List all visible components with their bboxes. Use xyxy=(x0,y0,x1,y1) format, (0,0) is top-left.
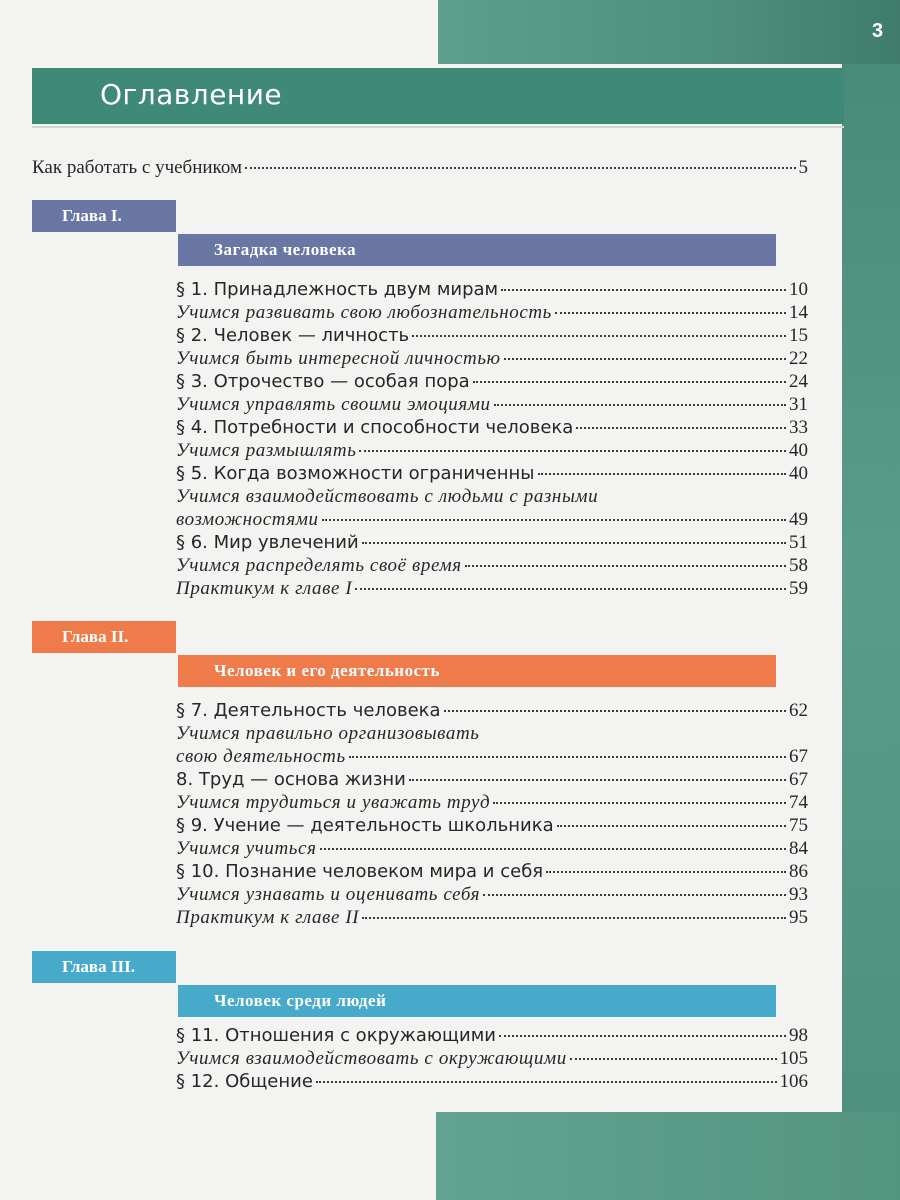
leader-dots xyxy=(359,450,786,452)
leader-dots xyxy=(504,358,786,360)
toc-entry-page: 67 xyxy=(789,769,808,790)
toc-entry-page: 31 xyxy=(789,394,808,415)
toc-row[interactable] xyxy=(176,1025,808,1047)
leader-dots xyxy=(316,1081,777,1083)
leader-dots xyxy=(349,756,786,758)
toc-entry-page: 105 xyxy=(779,1048,808,1069)
leader-dots xyxy=(320,848,786,850)
right-decor-bar xyxy=(842,64,900,1200)
leader-dots xyxy=(444,710,786,712)
toc-entry-text: § 5. Когда возможности ограниченны xyxy=(176,463,535,484)
title-banner xyxy=(32,68,844,124)
chapter-title: Человек среди людей xyxy=(178,985,776,1017)
toc-entry-text: свою деятельность xyxy=(176,746,346,767)
toc-row[interactable] xyxy=(176,815,808,837)
toc-row[interactable] xyxy=(176,861,808,883)
toc-row[interactable] xyxy=(176,746,808,768)
toc-row[interactable] xyxy=(176,440,808,462)
toc-entry-text: Учимся быть интересной личностью xyxy=(176,348,501,369)
toc-row[interactable] xyxy=(176,700,808,722)
toc-entry-page: 40 xyxy=(789,440,808,461)
leader-dots xyxy=(493,802,786,804)
toc-entry-text: возможностями xyxy=(176,509,319,530)
toc-entry-page: 59 xyxy=(789,578,808,599)
toc-row[interactable] xyxy=(176,907,808,929)
leader-dots xyxy=(483,894,786,896)
toc-entry-page: 15 xyxy=(789,325,808,346)
toc-entry-text: Учимся развивать свою любознательность xyxy=(176,302,552,323)
toc-entry-text: § 9. Учение — деятельность школьника xyxy=(176,815,554,836)
toc-entry-page: 62 xyxy=(789,700,808,721)
leader-dots xyxy=(362,542,786,544)
toc-entry-page: 24 xyxy=(789,371,808,392)
leader-dots xyxy=(546,871,786,873)
bottom-decor-bar xyxy=(436,1112,900,1200)
leader-dots xyxy=(409,779,786,781)
toc-entry-page: 95 xyxy=(789,907,808,928)
toc-entry-text: § 7. Деятельность человека xyxy=(176,700,441,721)
toc-entry-text: Как работать с учебником xyxy=(32,157,242,178)
toc-row[interactable] xyxy=(176,417,808,439)
toc-entry-text: Учимся учиться xyxy=(176,838,317,859)
toc-row[interactable] xyxy=(176,348,808,370)
toc-row[interactable] xyxy=(176,578,808,600)
toc-entry-page: 74 xyxy=(789,792,808,813)
toc-entry-text: § 2. Человек — личность xyxy=(176,325,410,346)
toc-entry-page: 106 xyxy=(779,1071,808,1092)
toc-entry-page: 14 xyxy=(789,302,808,323)
leader-dots xyxy=(412,335,786,337)
toc-entry-text: Учимся взаимодействовать с окружающими xyxy=(176,1048,567,1069)
chapter-label: Глава III. xyxy=(32,951,176,983)
toc-row[interactable] xyxy=(176,325,808,347)
toc-entry-text: Практикум к главе II xyxy=(176,907,360,928)
toc-entry-text: Учимся управлять своими эмоциями xyxy=(176,394,491,415)
leader-dots xyxy=(499,1035,786,1037)
leader-dots xyxy=(557,825,786,827)
toc-entry-page: 58 xyxy=(789,555,808,576)
toc-entry-page: 33 xyxy=(789,417,808,438)
toc-entry-page: 67 xyxy=(789,746,808,767)
toc-entry-text: § 4. Потребности и способности человека xyxy=(176,417,574,438)
toc-row[interactable] xyxy=(176,371,808,393)
chapter-title: Человек и его деятельность xyxy=(178,655,776,687)
leader-dots xyxy=(362,917,786,919)
toc-entry-page: 5 xyxy=(798,157,808,178)
chapter-label: Глава II. xyxy=(32,621,176,653)
page-title: Оглавление xyxy=(100,78,283,111)
toc-entry-page: 10 xyxy=(789,279,808,300)
toc-entry-page: 51 xyxy=(789,532,808,553)
toc-intro-row[interactable] xyxy=(32,157,808,179)
top-decor-bar xyxy=(438,0,900,64)
toc-entry-page: 98 xyxy=(789,1025,808,1046)
toc-entry-page: 86 xyxy=(789,861,808,882)
toc-entry-text: § 10. Познание человеком мира и себя xyxy=(176,861,544,882)
toc-entry-text: Учимся распределять своё время xyxy=(176,555,462,576)
leader-dots xyxy=(501,289,786,291)
toc-row[interactable] xyxy=(176,1071,808,1093)
toc-entry-text: Учимся узнавать и оценивать себя xyxy=(176,884,481,905)
toc-entry-text: § 12. Общение xyxy=(176,1071,313,1092)
toc-entry-page: 75 xyxy=(789,815,808,836)
toc-row[interactable] xyxy=(176,884,808,906)
leader-dots xyxy=(576,427,786,429)
toc-entry-text: § 1. Принадлежность двум мирам xyxy=(176,279,499,300)
leader-dots xyxy=(465,565,786,567)
toc-entry-text: Учимся размышлять xyxy=(176,440,357,461)
toc-entry-text: Учимся правильно организовывать xyxy=(176,723,480,744)
toc-entry-page: 40 xyxy=(789,463,808,484)
toc-entry-text: Учимся взаимодействовать с людьми с разными xyxy=(176,486,599,507)
leader-dots xyxy=(494,404,786,406)
leader-dots xyxy=(245,167,796,169)
toc-row[interactable] xyxy=(176,1048,808,1070)
leader-dots xyxy=(322,519,786,521)
toc-row[interactable] xyxy=(176,838,808,860)
toc-entry-page: 84 xyxy=(789,838,808,859)
page-number: 3 xyxy=(872,20,884,42)
chapter-title: Загадка человека xyxy=(178,234,776,266)
toc-row[interactable] xyxy=(176,463,808,485)
leader-dots xyxy=(538,473,787,475)
toc-row[interactable] xyxy=(176,769,808,791)
leader-dots xyxy=(570,1058,777,1060)
leader-dots xyxy=(473,381,786,383)
toc-row[interactable] xyxy=(176,532,808,554)
chapter-label: Глава I. xyxy=(32,200,176,232)
toc-entry-text: § 3. Отрочество — особая пора xyxy=(176,371,470,392)
toc-entry-page: 93 xyxy=(789,884,808,905)
toc-entry-page: 22 xyxy=(789,348,808,369)
toc-entry-text: § 6. Мир увлечений xyxy=(176,532,359,553)
toc-row[interactable] xyxy=(176,555,808,577)
toc-row[interactable] xyxy=(176,792,808,814)
toc-entry-text: Учимся трудиться и уважать труд xyxy=(176,792,491,813)
leader-dots xyxy=(355,588,786,590)
toc-entry-page: 49 xyxy=(789,509,808,530)
toc-row[interactable] xyxy=(176,509,808,531)
toc-entry-text: 8. Труд — основа жизни xyxy=(176,769,406,790)
leader-dots xyxy=(555,312,786,314)
toc-row[interactable] xyxy=(176,394,808,416)
toc-entry-text: § 11. Отношения с окружающими xyxy=(176,1025,496,1046)
toc-row[interactable] xyxy=(176,302,808,324)
title-divider xyxy=(32,126,844,128)
toc-row[interactable] xyxy=(176,279,808,301)
toc-entry-text: Практикум к главе I xyxy=(176,578,353,599)
